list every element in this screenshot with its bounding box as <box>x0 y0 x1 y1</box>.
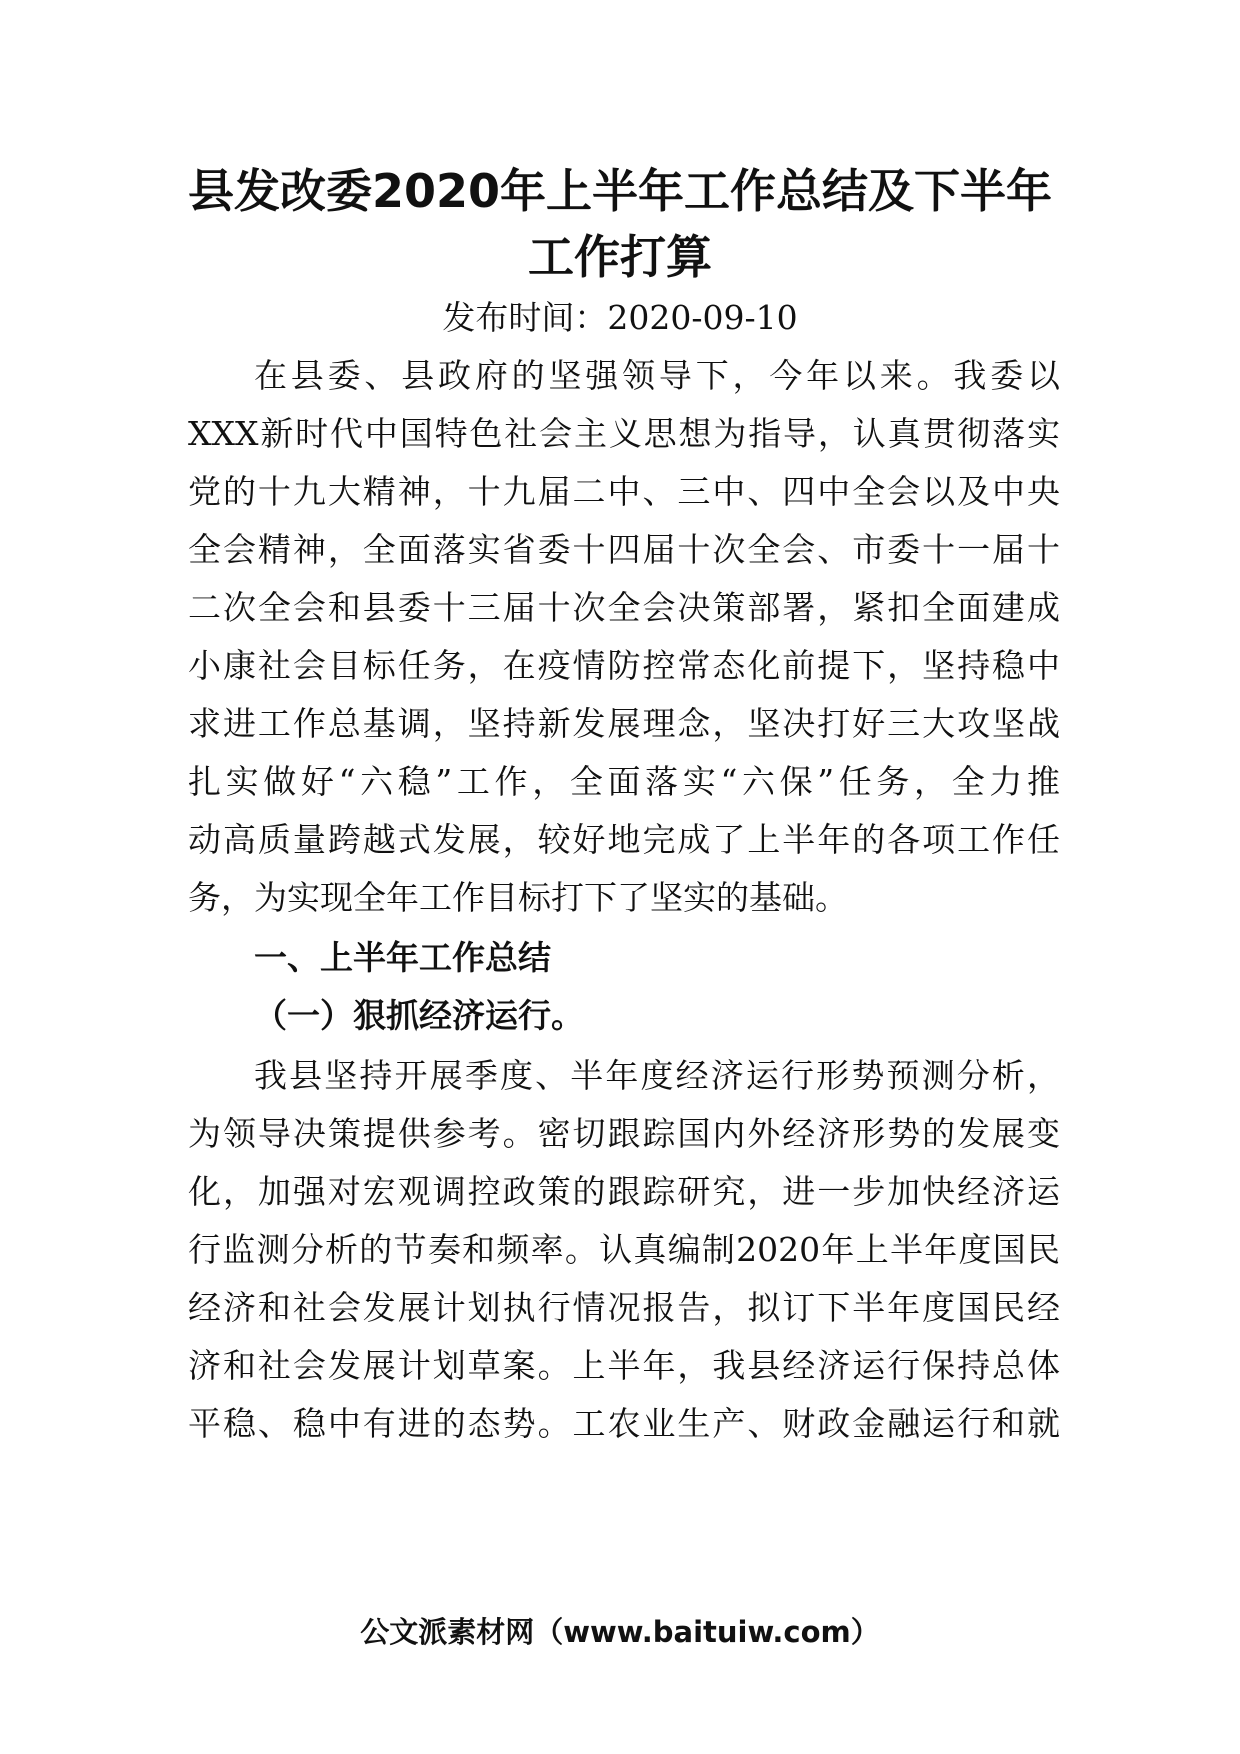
intro-line: 在县委、县政府的坚强领导下，今年以来。我委以 <box>254 356 1060 395</box>
paragraph-line: 济和社会发展计划草案。上半年，我县经济运行保持总体 <box>188 1346 1060 1385</box>
publish-date: 发布时间：2020-09-10 <box>442 298 798 337</box>
paragraph-line: 平稳、稳中有进的态势。工农业生产、财政金融运行和就 <box>188 1404 1060 1443</box>
paragraph-line: 我县坚持开展季度、半年度经济运行形势预测分析， <box>254 1056 1060 1095</box>
paragraph-line: 化，加强对宏观调控政策的跟踪研究，进一步加快经济运 <box>188 1172 1060 1211</box>
intro-line: 小康社会目标任务，在疫情防控常态化前提下，坚持稳中 <box>188 646 1060 685</box>
intro-line: 全会精神，全面落实省委十四届十次全会、市委十一届十 <box>188 530 1060 569</box>
paragraph-line: 为领导决策提供参考。密切跟踪国内外经济形势的发展变 <box>188 1114 1060 1153</box>
intro-line: 求进工作总基调，坚持新发展理念，坚决打好三大攻坚战 <box>188 704 1060 743</box>
section-heading: 一、上半年工作总结 <box>254 938 551 977</box>
intro-line: XXX新时代中国特色社会主义思想为指导，认真贯彻落实 <box>188 414 1060 453</box>
footer-source: 公文派素材网（www.baituiw.com） <box>360 1615 880 1649</box>
document-title-line-1: 县发改委2020年上半年工作总结及下半年 <box>187 164 1053 218</box>
intro-line: 扎实做好“六稳”工作，全面落实“六保”任务，全力推 <box>188 762 1060 801</box>
subsection-heading: （一）狠抓经济运行。 <box>254 996 584 1035</box>
document-title-line-2: 工作打算 <box>528 230 712 284</box>
intro-line: 务，为实现全年工作目标打下了坚实的基础。 <box>188 878 848 917</box>
intro-line: 二次全会和县委十三届十次全会决策部署，紧扣全面建成 <box>188 588 1060 627</box>
intro-line: 动高质量跨越式发展，较好地完成了上半年的各项工作任 <box>188 820 1060 859</box>
intro-line: 党的十九大精神，十九届二中、三中、四中全会以及中央 <box>188 472 1060 511</box>
paragraph-line: 行监测分析的节奏和频率。认真编制2020年上半年度国民 <box>188 1230 1060 1269</box>
paragraph-line: 经济和社会发展计划执行情况报告，拟订下半年度国民经 <box>188 1288 1060 1327</box>
